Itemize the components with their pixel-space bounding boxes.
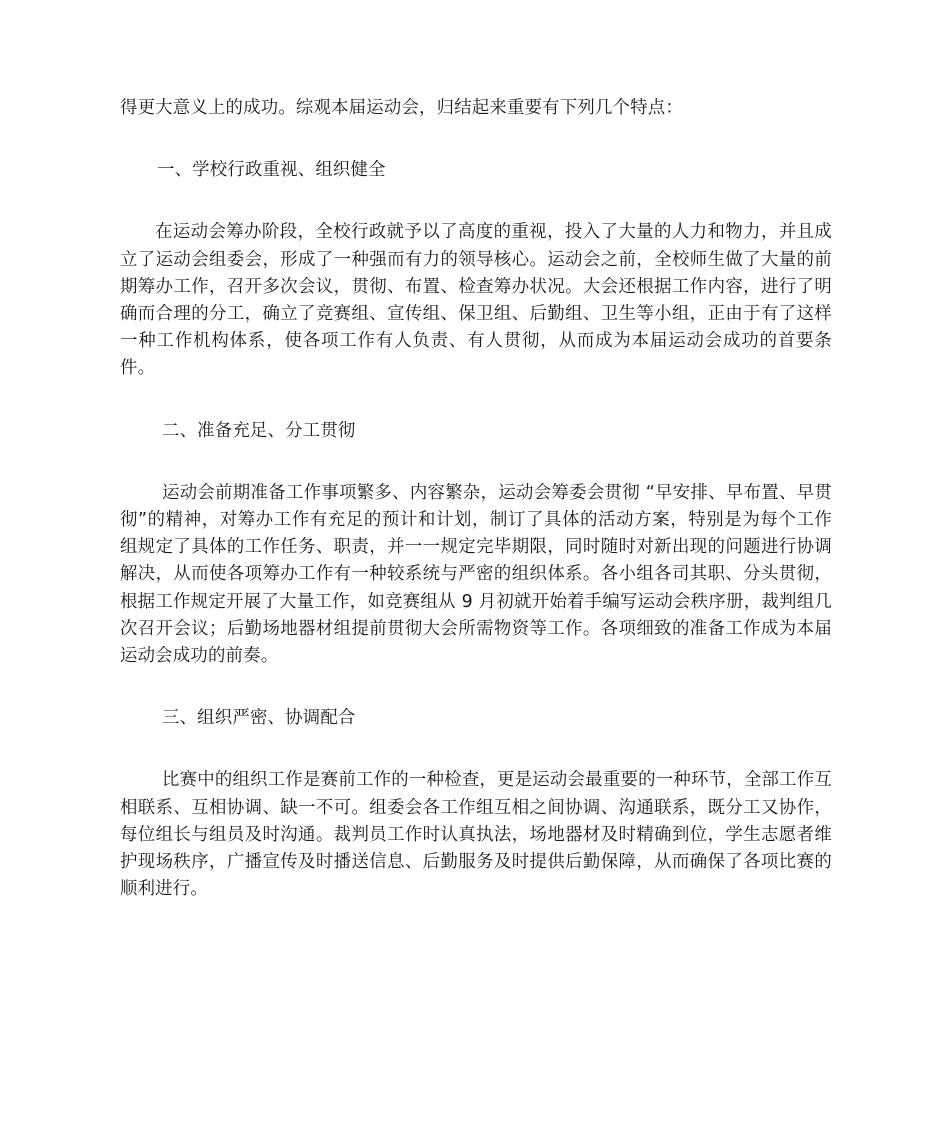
document-body <box>120 95 832 903</box>
spacer <box>120 445 832 480</box>
section-body-3: 比赛中的组织工作是赛前工作的一种检查，更是运动会最重要的一种环节，全部工作互相联系、互相协调、缺一不可。组委会各工作组互相之间协调、沟通联系，既分工又协作，每位组长与组员及时沟通。裁判员工作时认真执法，场地器材及时精确到位，学生志愿者维护现场秩序，广播宣传及时播送信息、后勤服务及时提供后勤保障，从而确保了各项比赛的顺利进行。 <box>120 770 832 900</box>
spacer <box>120 732 832 767</box>
spacer <box>120 184 832 219</box>
section-heading-2: 二、准备充足、分工贯彻 <box>162 420 356 441</box>
section-body-1: 在运动会筹办阶段，全校行政就予以了高度的重视，投入了大量的人力和物力，并且成立了运动会组委会，形成了一种强而有力的领导核心。运动会之前，全校师生做了大量的前期筹办工作，召开多次会议，贯彻、布置、检查筹办状况。大会还根据工作内容，进行了明确而合理的分工，确立了竞赛组、宣传组、保卫组、后勤组、卫生等小组，正由于有了这样一种工作机构体系，使各项工作有人负责、有人贯彻，从而成为本届运动会成功的首要条件。 <box>120 222 832 379</box>
spacer <box>120 122 832 157</box>
section-heading-3: 三、组织严密、协调配合 <box>162 708 356 729</box>
section-body-2: 运动会前期准备工作事项繁多、内容繁杂，运动会筹委会贯彻 “早安排、早布置、早贯彻”的精神，对筹办工作有充足的预计和计划，制订了具体的活动方案，特别是为每个工作组规定了具体的工作任务、职责，并一一规定完毕期限，同时随时对新出现的问题进行协调解决，从而使各项筹办工作有一种较系统与严密的组织体系。各小组各司其职、分头贯彻，根据工作规定开展了大量工作，如竞赛组从 9 月初就开始着手编写运动会秩序册，裁判组几次召开会议；后勤场地器材组提前贯彻大会所需物资等工作。各项细致的准备工作成为本届运动会成功的前奏。 <box>120 482 832 667</box>
spacer <box>120 383 832 418</box>
section-heading-1: 一、学校行政重视、组织健全 <box>157 160 386 181</box>
spacer <box>120 670 832 705</box>
intro-paragraph: 得更大意义上的成功。综观本届运动会，归结起来重要有下列几个特点： <box>120 98 683 118</box>
